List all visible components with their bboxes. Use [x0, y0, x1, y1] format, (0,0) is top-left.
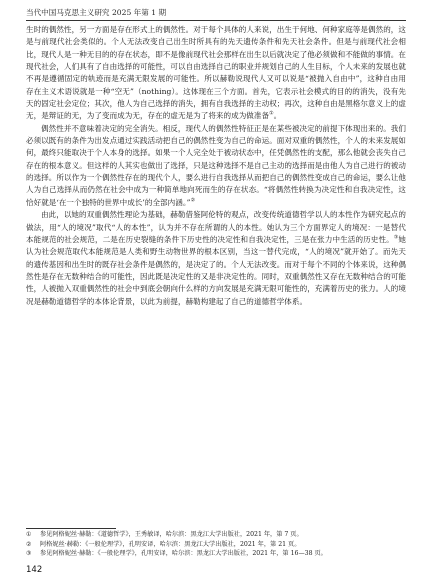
paragraph — [26, 24, 406, 123]
header-rule — [26, 20, 406, 21]
paragraph-text: 由此，以她的双重偶然性理论为基础，赫勒借鉴阿伦特的观点，改变传统道德哲学以人的本性作为研究起点的做法，用“人的境况”取代“人的本性”，认为并不存在所谓的人的本性。她认为三个方面界定人的境况：一是替代本能规范的社会规范，二是在历史裂缝的条件下历史性的决定性和自我决定性，三是在张力中生活的历史性。 — [26, 210, 406, 244]
footnote — [26, 540, 406, 550]
footnote-ref: ② — [190, 197, 196, 204]
footnote-ref: ③ — [393, 234, 399, 241]
footnote-text: 参见阿格妮丝·赫勒：《一般伦理学》，孔明安译，哈尔滨：黑龙江大学出版社，2021 年，第 16—38 页。 — [40, 550, 327, 557]
running-header: 当代中国马克思主义研究 2025 年第 1 期 — [26, 8, 167, 17]
footnote-mark: ② — [26, 540, 32, 548]
footnote — [26, 530, 406, 540]
body-text — [26, 24, 406, 308]
paragraph-text: 生时的偶然性，另一方面是存在形式上的偶然性。对于每个具体的人来说，出生于何地、何种家庭等是偶然的，这是与前现代社会类似的。个人无法改变自己出生时所具有的先天遗传条件和先天社会条件。但是与前现代社会相比，现代人是一种无目的的存在状态，即不是像前现代社会那样在出生以后就决定了他必须做和不能做的事情。在现代社会，人们具有了自由选择的可能性，可以自由选择自己的职业并规划自己的人生目标，个人未来的发展也就不再是遵循固定的轨迹而是充满无限发展的可能性。所以赫勒说现代人又可以说是“被抛入自由中”，这种自由用存在主义术语说就是一种“空无”（nothing）。这体现在三个方面。首先，它表示社会模式的目的的消失，没有先天的固定社会定位；其次，他人为自己选择的消失，拥有自我选择的主动权；再次，这种自由是黑格尔意义上的虚无，是辩证的无，为了变而成为无，存在的虚无是为了将来的成为做准备 — [26, 25, 406, 121]
paragraph-text: 偶然性并不意味着决定的完全消失。相反，现代人的偶然性特征正是在某些被决定的前提下体现出来的。我们必须以既有的条件为出发点通过实践活动把自己的偶然性变为自己的命运。面对双重的偶然性，个人的未来发展如何，最终只能取决于个人本身的选择。如果一个人完全处于被动状态中，任凭偶然性的支配，那么他就会丧失自己存在的根本意义。但这样的人其实也做出了选择，只是这种选择不是自己主动的选择而是由他人为自己进行的被动的选择。所以作为一个偶然性存在的现代个人，要么进行自我选择从而把自己的偶然性变成自己的命运，要么让他人为自己选择从而仍然在社会中成为一种简单地向死而生的存在状态。“将偶然性转换为决定性和自我决定性，这恰好就是‘在一个独特的世界中成长’的全部内涵。” — [26, 123, 406, 207]
footnote — [26, 549, 406, 559]
footnote-rule — [26, 528, 116, 529]
paragraph — [26, 209, 406, 308]
paragraph — [26, 123, 406, 209]
page-number: 142 — [26, 565, 43, 575]
footnotes — [26, 530, 406, 559]
footnote-ref: ① — [269, 110, 274, 117]
footnote-mark: ① — [26, 531, 32, 538]
footnote-mark: ③ — [26, 550, 32, 557]
footnote-text: 参见阿格妮丝·赫勒：《道德哲学》，王秀敏译，哈尔滨：黑龙江大学出版社，2021 年，第 7 页。 — [40, 531, 303, 538]
paragraph-text: 她认为社会规范取代本能规范是人类和野生动物世界的根本区别，当这一替代完成，“人的境况”就开始了。而先天的遗传基因和出生时的既存社会条件是偶然的，是决定了的。个人无法改变。而对于每个不同的个体来说，这种偶然性是存在无数种结合的可能性，因此既是决定性的又是非决定性的。同时，双重偶然性又存在无数种结合的可能性，人被抛入双重偶然性的社会中到底会朝向什么样的方向发展是充满无限可能性的，充满着历史的张力。人的境况是赫勒道德哲学的本体论背景，以此为前提，赫勒构建起了自己的道德哲学体系。 — [26, 234, 406, 306]
footnote-text: 阿格妮丝·赫勒：《一般伦理学》，孔明安译，哈尔滨：黑龙江大学出版社，2021 年，第 21 页。 — [40, 540, 301, 548]
paragraph-text: 。 — [273, 111, 282, 121]
